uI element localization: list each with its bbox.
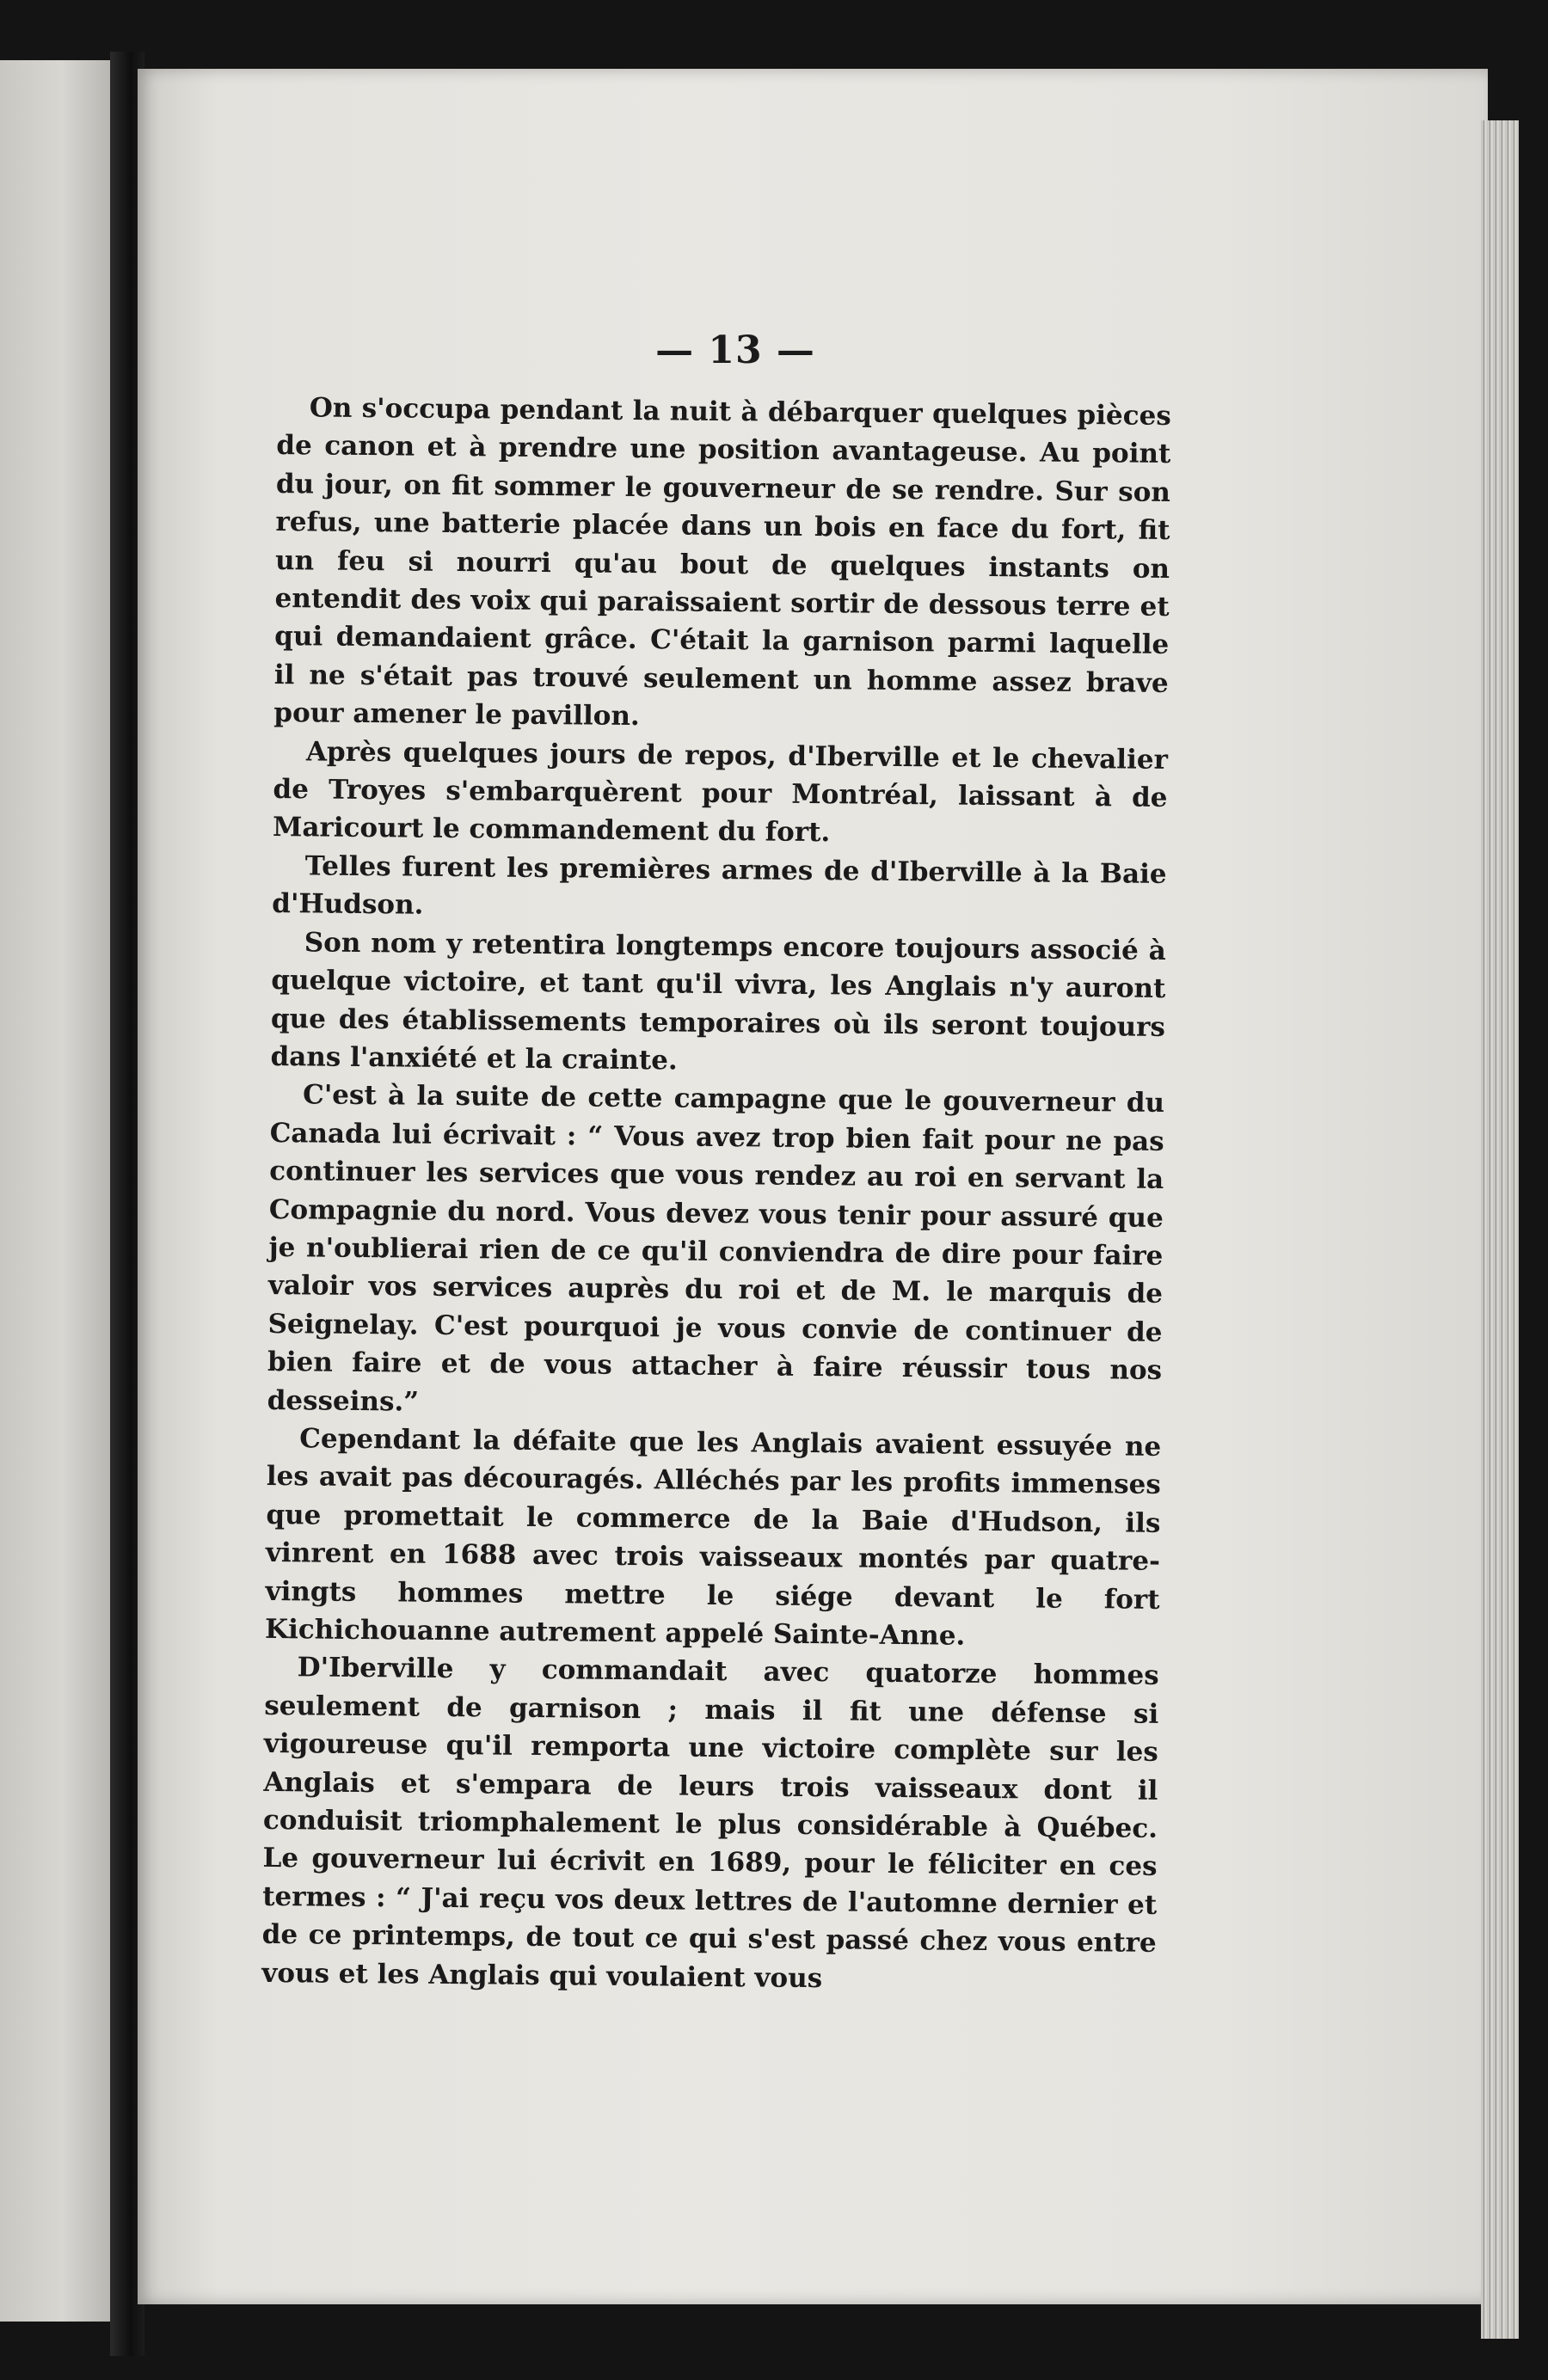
paragraph: Son nom y retentira longtemps encore toujours associé à quelque victoire, et tant qu'il vivra, les Anglais n'y auront que des établissements temporaires où ils seront toujours dans l'anxiété et la crainte.	[270, 927, 1166, 1077]
paragraph: D'Iberville y commandait avec quatorze hommes seulement de garnison ; mais il fit une défense si vigoureuse qu'il remporta une victoire complète sur les Anglais et s'empara de leurs trois vaisseaux dont il conduisit triomphalement le plus considérable à Québec. Le gouverneur lui écrivit en 1689, pour le féliciter en ces termes : “ J'ai reçu vos deux lettres de l'automne dernier et de ce printemps, de tout ce qui s'est passé chez vous entre vous et les Anglais qui voulaient vous	[261, 1652, 1159, 1994]
paragraph: Après quelques jours de repos, d'Iberville et le chevalier de Troyes s'embarquèrent pour Montréal, laissant à de Maricourt le commandement du fort.	[272, 736, 1169, 849]
left-page-edge	[0, 60, 112, 2322]
paragraph: Telles furent les premières armes de d'Iberville à la Baie d'Hudson.	[272, 850, 1167, 921]
page-number: — 13 —	[655, 328, 815, 372]
page-body	[261, 389, 1171, 1994]
right-page-edges	[1481, 120, 1519, 2339]
paragraph: C'est à la suite de cette campagne que le gouverneur du Canada lui écrivait : “ Vous avez trop bien fait pour ne pas continuer les services que vous rendez au roi en servant la Compagnie du nord. Vous devez vous tenir pour assuré que je n'oublierai rien de ce qu'il conviendra de dire pour faire valoir vos services auprès du roi et de M. le marquis de Seignelay. C'est pourquoi je vous convie de continuer de bien faire et de vous attacher à faire réussir tous nos desseins.”	[267, 1079, 1165, 1418]
paragraph: Cependant la défaite que les Anglais avaient essuyée ne les avait pas découragés. Alléchés par les profits immenses que promettait le commerce de la Baie d'Hudson, ils vinrent en 1688 avec trois vaisseaux montés par quatre-vingts hommes mettre le siége devant le fort Kichichouanne autrement appelé Sainte-Anne.	[264, 1423, 1162, 1652]
paragraph: On s'occupa pendant la nuit à débarquer quelques pièces de canon et à prendre une position avantageuse. Au point du jour, on fit sommer le gouverneur de se rendre. Sur son refus, une batterie placée dans un bois en face du fort, fit un feu si nourri qu'au bout de quelques instants on entendit des voix qui paraissaient sortir de dessous terre et qui demandaient grâce. C'était la garnison parmi laquelle il ne s'était pas trouvé seulement un homme assez brave pour amener le pavillon.	[273, 392, 1171, 733]
